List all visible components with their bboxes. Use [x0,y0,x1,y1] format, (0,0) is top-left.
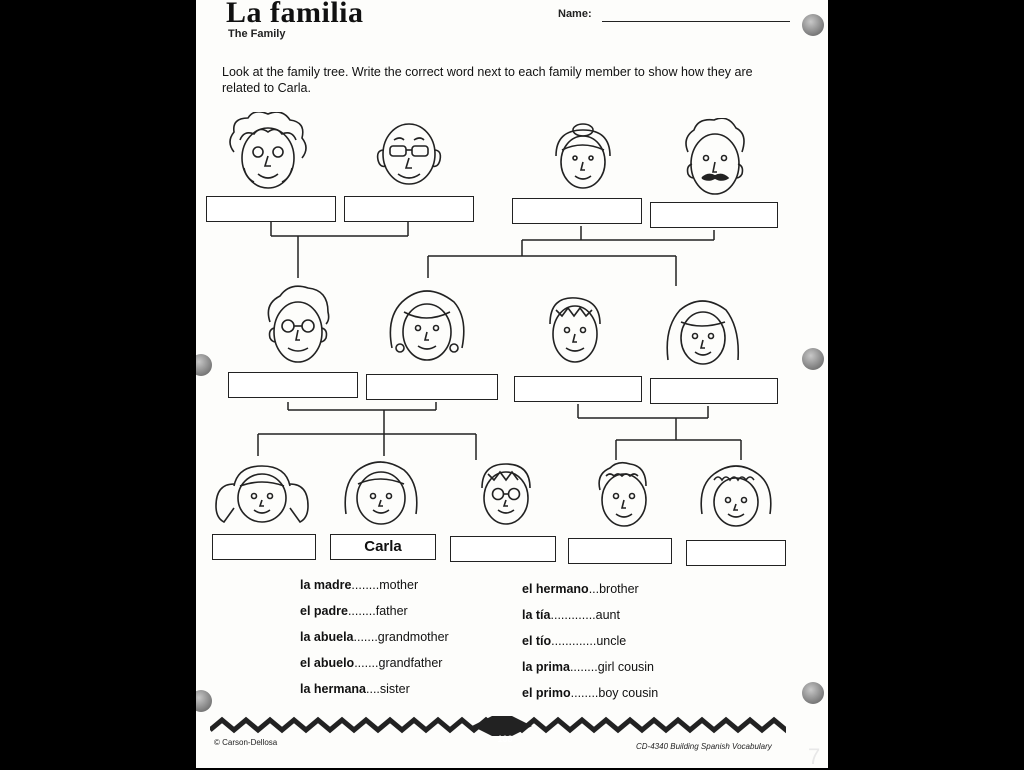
carla-face-icon [340,458,422,526]
sister-face-icon [212,462,312,526]
name-label: Name: [558,8,592,20]
vocab-item [300,676,449,702]
margin-mark: 7 [808,744,821,769]
answer-box-cousin-2[interactable] [686,540,786,566]
grandmother-2-face-icon [548,120,618,192]
vocab-item [522,628,658,654]
vocab-english: .............uncle [551,634,627,648]
answer-box-uncle[interactable] [514,376,642,402]
grandfather-2-face-icon [680,118,750,198]
page-subtitle: The Family [228,28,286,40]
vocab-item [300,624,449,650]
answer-box-father[interactable] [228,372,358,398]
cousin-boy-face-icon [592,460,656,532]
answer-box-aunt[interactable] [650,378,778,404]
page-title: La familia [226,0,364,29]
answer-box-grandmother-2[interactable] [512,198,642,224]
carla-name-box: Carla [330,534,436,560]
instructions-text: Look at the family tree. Write the correct word next to each family member to show how they are related to Carla. [222,65,753,95]
grandfather-1-face-icon [368,116,450,188]
vocab-item [300,650,449,676]
vocab-item [522,602,658,628]
vocab-spanish: el hermano [522,582,589,596]
vocabulary-list-right [522,576,658,706]
vocabulary-list-left [300,572,449,702]
uncle-face-icon [544,294,606,366]
vocab-english: ........mother [351,578,419,592]
vocab-english: ...brother [588,582,639,596]
binder-hole-icon [802,348,824,370]
binder-hole-icon [802,14,824,36]
aunt-face-icon [664,296,742,372]
answer-box-brother[interactable] [450,536,556,562]
answer-box-grandfather-2[interactable] [650,202,778,228]
book-reference: CD-4340 Building Spanish Vocabulary [636,742,772,751]
binder-hole-icon [196,690,212,712]
answer-box-cousin-1[interactable] [568,538,672,564]
vocab-spanish: el padre [300,604,348,618]
vocab-spanish: el tío [522,634,552,648]
vocab-item [522,680,658,706]
vocab-item [300,598,449,624]
copyright-text: © Carson-Dellosa [214,738,278,747]
vocab-spanish: el abuelo [300,656,355,670]
vocab-item [522,654,658,680]
vocab-english: ........girl cousin [569,660,654,674]
vocab-english: .......grandfather [354,656,443,670]
vocab-spanish: el primo [522,686,571,700]
vocab-english: ....sister [366,682,410,696]
answer-box-mother[interactable] [366,374,498,400]
cousin-girl-face-icon [696,462,776,532]
grandmother-1-face-icon [224,112,312,194]
vocab-english: .......grandmother [353,630,449,644]
vocab-spanish: la abuela [300,630,354,644]
vocab-spanish: la tía [522,608,551,622]
vocab-item [300,572,449,598]
vocab-english: .............aunt [550,608,620,622]
vocab-spanish: la hermana [300,682,367,696]
worksheet-page [196,0,828,768]
answer-box-sister[interactable] [212,534,316,560]
brother-face-icon [476,460,536,528]
page-number: 108 [497,734,513,744]
answer-box-grandmother-1[interactable] [206,196,336,222]
answer-box-grandfather-1[interactable] [344,196,474,222]
vocab-spanish: la madre [300,578,352,592]
vocab-english: ........father [347,604,408,618]
father-face-icon [260,284,336,366]
binder-hole-icon [802,682,824,704]
vocab-spanish: la prima [522,660,570,674]
mother-face-icon [386,288,468,368]
vocab-item [522,576,658,602]
vocab-english: ........boy cousin [570,686,659,700]
